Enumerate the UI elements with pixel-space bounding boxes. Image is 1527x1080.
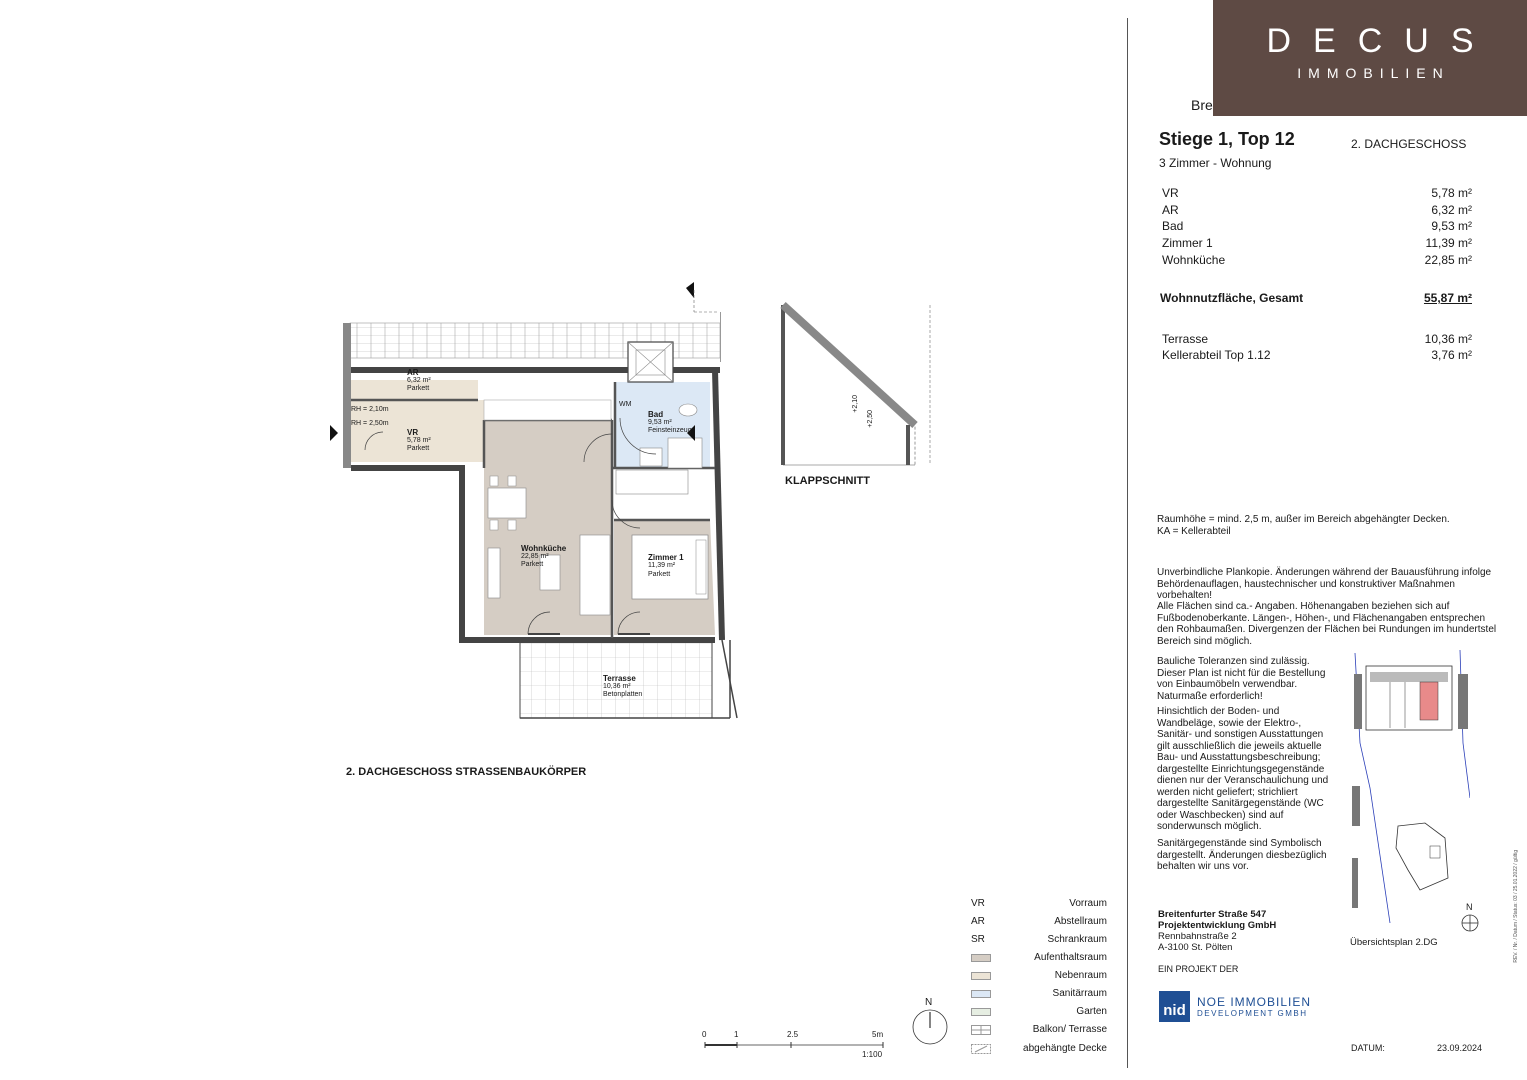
legend-label: Vorraum [1069, 898, 1107, 909]
developer-line3: Rennbahnstraße 2 [1158, 931, 1237, 942]
section-height-2: +2,50 [867, 410, 874, 428]
note-disclaimer: Unverbindliche Plankopie. Änderungen während der Bauausführung infolge Behördenauflagen, haustechnischer und konstruktiver Maßnahmen vorbehalten! [1157, 567, 1492, 601]
extra-name: Terrasse [1162, 332, 1209, 346]
section-height-1: +2,10 [852, 395, 859, 413]
developer-line2: Projektentwicklung GmbH [1158, 920, 1277, 931]
room-floor-bad: Feinsteinzeug [648, 427, 692, 434]
room-row [1162, 236, 1472, 250]
room-area-wk: 22,85 m² [521, 553, 549, 560]
room-floor-ar: Parkett [407, 385, 430, 392]
room-floor-z1: Parkett [648, 571, 671, 578]
room-label-wk: Wohnküche [521, 544, 567, 553]
room-row [1162, 253, 1472, 267]
note-tolerance: Bauliche Toleranzen sind zulässig. Dieser Plan ist nicht für die Bestellung von Einbaumöbeln verwendbar. Naturmaße erforderlich! [1157, 656, 1326, 702]
scale-tick: 5m [872, 1030, 884, 1039]
room-height-1: RH = 2,10m [351, 406, 389, 413]
total-value: 55,87 m² [1423, 291, 1472, 305]
total-label: Wohnnutzfläche, Gesamt [1160, 291, 1304, 305]
room-row [1162, 186, 1472, 200]
developer-line4: A-3100 St. Pölten [1158, 942, 1233, 953]
legend-code: AR [971, 916, 985, 927]
room-name: Zimmer 1 [1162, 236, 1213, 250]
scale-tick: 2.5 [787, 1030, 799, 1039]
extra-row [1162, 332, 1472, 346]
overview-label: Übersichtsplan 2.DG [1350, 937, 1438, 948]
legend-label: Schrankraum [1047, 934, 1107, 945]
room-label-ter: Terrasse [603, 674, 636, 683]
room-name: VR [1162, 186, 1179, 200]
legend-swatch [971, 972, 991, 980]
project-by: EIN PROJEKT DER [1158, 964, 1239, 974]
developer-line1: Breitenfurter Straße 547 [1158, 909, 1267, 920]
scale-tick: 0 [702, 1030, 707, 1039]
extra-name: Kellerabteil Top 1.12 [1162, 348, 1271, 362]
extra-row [1162, 348, 1472, 362]
room-label-bad: Bad [648, 410, 664, 419]
decus-logo [1213, 0, 1527, 116]
total-area-row [1160, 291, 1472, 305]
room-area: 11,39 m² [1425, 236, 1472, 250]
note-ka: KA = Kellerabteil [1157, 526, 1231, 537]
room-area: 6,32 m² [1431, 203, 1472, 217]
room-row [1162, 219, 1472, 233]
header-partial: Bre [1191, 97, 1213, 113]
unit-type: 3 Zimmer - Wohnung [1159, 156, 1272, 170]
room-area: 9,53 m² [1431, 219, 1472, 233]
legend-label: Sanitärraum [1052, 988, 1107, 999]
room-name: AR [1162, 203, 1179, 217]
room-area-bad: 9,53 m² [648, 419, 672, 426]
compass-icon [911, 1008, 949, 1046]
nid-logo-text: nid [1163, 1002, 1186, 1019]
panel-divider [1127, 18, 1128, 1068]
legend-swatch [971, 1008, 991, 1016]
legend-code: VR [971, 898, 985, 909]
partner-sub: DEVELOPMENT GMBH [1197, 1009, 1308, 1018]
room-area-z1: 11,39 m² [648, 562, 676, 569]
legend-swatch-ceiling [971, 1044, 991, 1054]
room-label-ar: AR [407, 368, 419, 377]
scale-tick: 1 [734, 1030, 739, 1039]
extra-area: 3,76 m² [1431, 348, 1472, 362]
logo-brand: DECUS [1266, 22, 1496, 60]
legend-swatch-terrace [971, 1025, 991, 1035]
north-arrow-icon [1461, 914, 1479, 932]
scale-ratio: 1:100 [862, 1050, 883, 1059]
legend-label: Garten [1076, 1006, 1107, 1017]
room-height-2: RH = 2,50m [351, 420, 389, 427]
scale-bar [700, 1041, 890, 1049]
plan-caption: 2. DACHGESCHOSS STRASSENBAUKÖRPER [346, 766, 587, 778]
note-sanitary: Sanitärgegenstände sind Symbolisch dargestellt. Änderungen diesbezüglich behalten wir uns vor. [1157, 838, 1327, 872]
note-height: Raumhöhe = mind. 2,5 m, außer im Bereich abgehängter Decken. [1157, 514, 1450, 525]
extra-area: 10,36 m² [1424, 332, 1472, 346]
logo-sub: IMMOBILIEN [1297, 65, 1450, 81]
unit-floor: 2. DACHGESCHOSS [1351, 137, 1467, 151]
legend-label: abgehängte Decke [1023, 1043, 1107, 1054]
room-area: 5,78 m² [1431, 186, 1472, 200]
room-label-vr: VR [407, 428, 419, 437]
unit-title: Stiege 1, Top 12 [1159, 129, 1295, 149]
section-caption: KLAPPSCHNITT [785, 475, 870, 487]
legend-label: Aufenthaltsraum [1034, 952, 1107, 963]
room-name: Wohnküche [1162, 253, 1226, 267]
note-areas: Alle Flächen sind ca.- Angaben. Höhenangaben beziehen sich auf Fußbodenoberkante. Längen-, Höhen-, und Flächenangaben entsprechen den Rohbaumaßen. Divergenzen der Flächen bei Rundungen im hundertstel Bereich sind möglich. [1157, 601, 1497, 647]
developer-block [1158, 909, 1276, 953]
room-name: Bad [1162, 219, 1184, 233]
legend-swatch [971, 954, 991, 962]
date-value: 23.09.2024 [1437, 1043, 1483, 1053]
legend-code: SR [971, 934, 985, 945]
room-area-ter: 10,36 m² [603, 683, 631, 690]
legend-swatch [971, 990, 991, 998]
nid-logo [1159, 991, 1190, 1022]
room-area: 22,85 m² [1424, 253, 1472, 267]
legend-label: Abstellraum [1054, 916, 1107, 927]
note-finishes: Hinsichtlich der Boden- und Wandbeläge, sowie der Elektro-, Sanitär- und sonstigen Ausstattungen gilt ausschließlich die jeweils aktuelle Bau- und Ausstattungsbeschreibung; dargestellte Einrichtungsgegenstände dienen nur der Veranschaulichung und werden nicht geliefert; strichliert dargestellte Sanitärgegenstände (WC oder Waschbecken) sind auf sonderwunsch möglich. [1157, 706, 1329, 832]
overview-plan [1350, 648, 1470, 928]
room-floor-wk: Parkett [521, 561, 544, 568]
room-area-ar: 6,32 m² [407, 377, 431, 384]
revision-meta: REV. / Nr. / Datum / Status: 03 / 25.01.2022 / gültig [1513, 850, 1519, 963]
date-label: DATUM: [1351, 1043, 1385, 1053]
room-area-vr: 5,78 m² [407, 437, 431, 444]
partner-name: NOE IMMOBILIEN [1197, 995, 1312, 1009]
floor-plan [320, 280, 940, 740]
room-row [1162, 203, 1472, 217]
room-label-z1: Zimmer 1 [648, 553, 684, 562]
room-floor-ter: Betonplatten [603, 691, 643, 698]
legend-label: Nebenraum [1054, 970, 1107, 981]
plan-north-label: N [925, 997, 933, 1008]
washing-machine-label: WM [619, 401, 632, 408]
room-floor-vr: Parkett [407, 445, 430, 452]
overview-north-label: N [1466, 902, 1473, 912]
legend-label: Balkon/ Terrasse [1032, 1024, 1107, 1035]
